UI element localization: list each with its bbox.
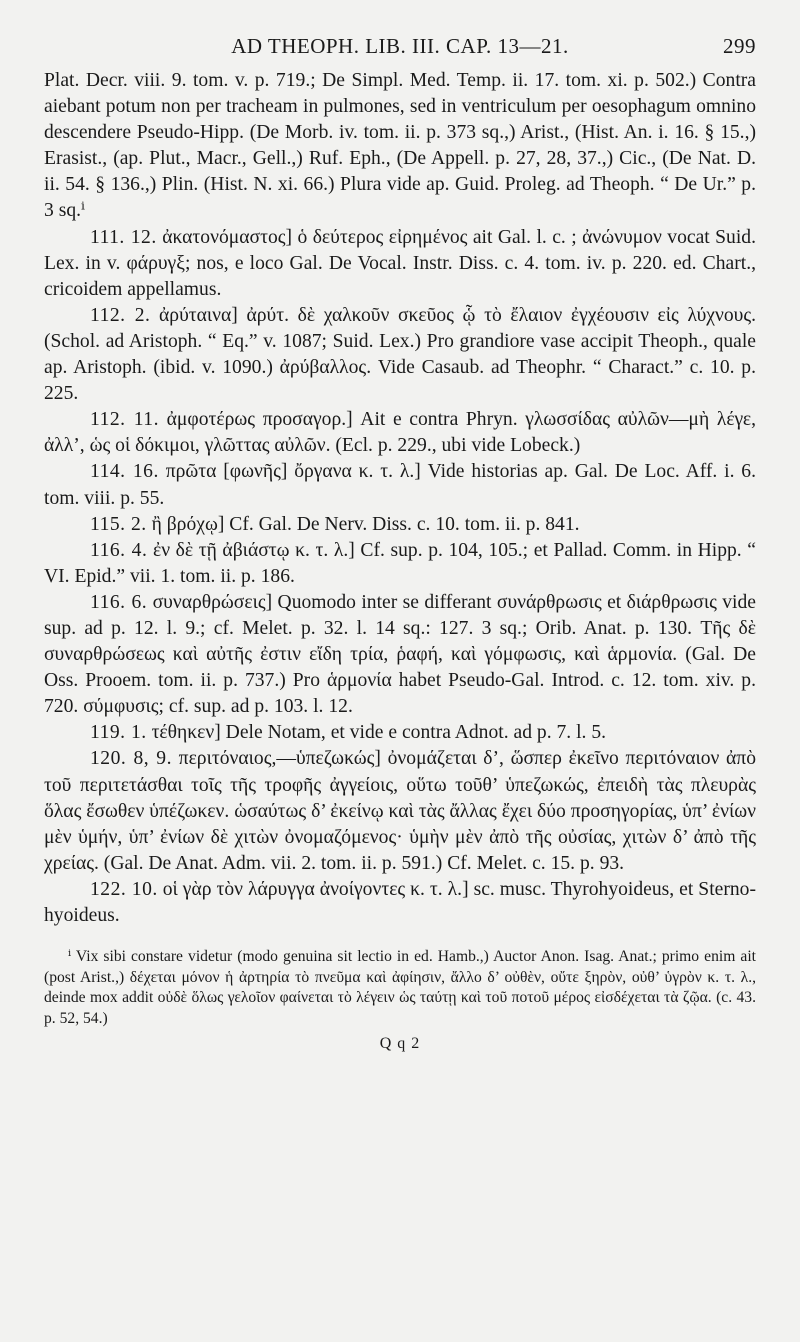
entry-number: 120. 8, 9. [90,748,172,770]
entry-text: οἱ γὰρ τὸν λάρυγγα ἀνοίγοντες κ. τ. λ.] sc. musc. Thyrohyoideus, et Sterno-hyoideus. [44,878,756,926]
entry-text: ἢ βρόχῳ] Cf. Gal. De Nerv. Diss. c. 10. tom. ii. p. 841. [151,513,580,535]
annotation-entry [44,303,756,407]
entry-text: συναρθρώσεις] Quomodo inter se differant συνάρθρωσις et διάρθρωσις vide sup. ad p. 12. l. 9.; cf. Melet. p. 32. l. 14 sq.: 127. 3 sq.; Orib. Anat. p. 130. Τῆς δὲ συναρθρώσεως καὶ αὐτῆς ἐστιν εἴδη τρία, ῥαφή, καὶ γόμφωσις, καὶ ἁρμονία. (Gal. De Oss. Prooem. tom. ii. p. 737.) Pro ἁρμονία habet Pseudo-Gal. Introd. c. 12. tom. xiv. p. 720. σύμφυσις; cf. sup. ad p. 103. l. 12. [44,591,756,718]
entry-number: 116. 4. [90,539,148,561]
entry-text: τέθηκεν] Dele Notam, et vide e contra Adnot. ad p. 7. l. 5. [151,722,607,744]
entry-number: 116. 6. [90,591,148,613]
annotation-entry [44,512,756,538]
footnotes [44,947,756,1029]
entry-text: ἀκατονόμαστος] ὁ δεύτερος εἰρημένος ait Gal. l. c. ; ἀνώνυμον vocat Suid. Lex. in v. φάρυγξ; nos, e loco Gal. De Vocal. Instr. Diss. c. 4. tom. iv. p. 220. ed. Chart., cricoidem appellamus. [44,226,756,300]
entry-number: 111. 12. [90,226,157,248]
entry-text: ἀρύταινα] ἀρύτ. δὲ χαλκοῦν σκεῦος ᾧ τὸ ἔλαιον ἐγχέουσιν εἰς λύχνους. (Schol. ad Aristoph. “ Eq.” v. 1087; Suid. Lex.) Pro grandiore vase accipit Theoph., quale ap. Aristoph. (ibid. v. 1090.) ἀρύβαλλος. Vide Casaub. ad Theophr. “ Charact.” c. 10. p. 225. [44,304,757,405]
continuation-paragraph: Plat. Decr. viii. 9. tom. v. p. 719.; De Simpl. Med. Temp. ii. 17. tom. xi. p. 502.) Contra aiebant potum non per tracheam in pulmones, sed in ventriculum per oesophagum omnino descendere Pseudo-Hipp. (De Morb. iv. tom. ii. p. 373 sq.,) Arist., (Hist. An. i. 16. § 15.,) Erasist., (ap. Plut., Macr., Gell.,) Ruf. Eph., (De Appell. p. 27, 28, 37.,) Cic., (De Nat. D. ii. 54. § 136.,) Plin. (Hist. N. xi. 66.) Plura vide ap. Guid. Proleg. ad Theoph. “ De Ur.” p. 3 sq.ⁱ [44,70,756,222]
entry-text: ἐν δὲ τῇ ἀβιάστῳ κ. τ. λ.] Cf. sup. p. 104, 105.; et Pallad. Comm. in Hipp. “ VI. Epid.” vii. 1. tom. ii. p. 186. [44,539,757,587]
page-number: 299 [723,34,756,58]
running-title: AD THEOPH. LIB. III. CAP. 13—21. [231,34,569,58]
annotation-entry [44,459,756,511]
running-head [44,28,756,68]
annotation-entry [44,746,756,876]
entry-number: 112. 11. [90,409,159,431]
annotation-entry [44,407,756,459]
body-text [44,68,756,929]
entry-number: 122. 10. [90,878,158,900]
footnote: ⁱ Vix sibi constare videtur (modo genuina sit lectio in ed. Hamb.,) Auctor Anon. Isag. Anat.; primo enim ait (post Arist.,) δέχεται μόνον ἡ ἀρτηρία τὸ πνεῦμα καὶ ἀφίησιν, ἄλλο δ’ οὐθὲν, οὔτε ξηρὸν, οὐθ’ ὑγρὸν κ. τ. λ., deinde mox addit οὐδὲ ὅλως γελοῖον φαίνεται τὸ λέγειν ὡς ταύτῃ καὶ τοῦ ποτοῦ μέρος εἰσδέχεται τὰ ζῷα. (c. 43. p. 52, 54.) [44,948,756,1027]
entry-number: 119. 1. [90,722,147,744]
entry-text: ἀμφοτέρως προσαγορ.] Ait e contra Phryn. γλωσσίδας αὐλῶν—μὴ λέγε, ἀλλ’, ὡς οἱ δόκιμοι, γλῶττας αὐλῶν. (Ecl. p. 229., ubi vide Lobeck.) [44,409,757,457]
annotation-entry [44,590,756,720]
annotation-entry [44,538,756,590]
entry-number: 112. 2. [90,304,151,326]
entry-number: 114. 16. [90,461,159,483]
annotation-entry [44,225,756,303]
entry-text: πρῶτα [φωνῆς] ὄργανα κ. τ. λ.] Vide historias ap. Gal. De Loc. Aff. i. 6. tom. viii. p. 55. [44,461,756,509]
entry-text: περιτόναιος,—ὑπεζωκώς] ὀνομάζεται δ’, ὥσπερ ἐκεῖνο περιτόναιον ἀπὸ τοῦ περιτετάσθαι τοῖς τῆς τροφῆς ἀγγείοις, οὕτω τοῦθ’ ὑπεζωκώς, ἐπειδὴ τὰς πλευρὰς ὅλας ἔσωθεν ὑπέζωκεν. ὡσαύτως δ’ ἐκείνῳ καὶ τὰς ἄλλας ἔχει δύο προσηγορίας, ὑπ’ ἐνίων μὲν ὑμήν, ὑπ’ ἐνίων δὲ χιτὼν ὀνομαζόμενος· ὑμὴν μὲν ἀπὸ τῆς οὐσίας, χιτὼν δ’ ἀπὸ τῆς χρείας. (Gal. De Anat. Adm. vii. 2. tom. ii. p. 591.) Cf. Melet. c. 15. p. 93. [44,748,756,874]
entry-number: 115. 2. [90,513,147,535]
signature-mark: Q q 2 [379,1035,421,1053]
annotation-entry [44,720,756,746]
annotation-entry [44,877,756,929]
